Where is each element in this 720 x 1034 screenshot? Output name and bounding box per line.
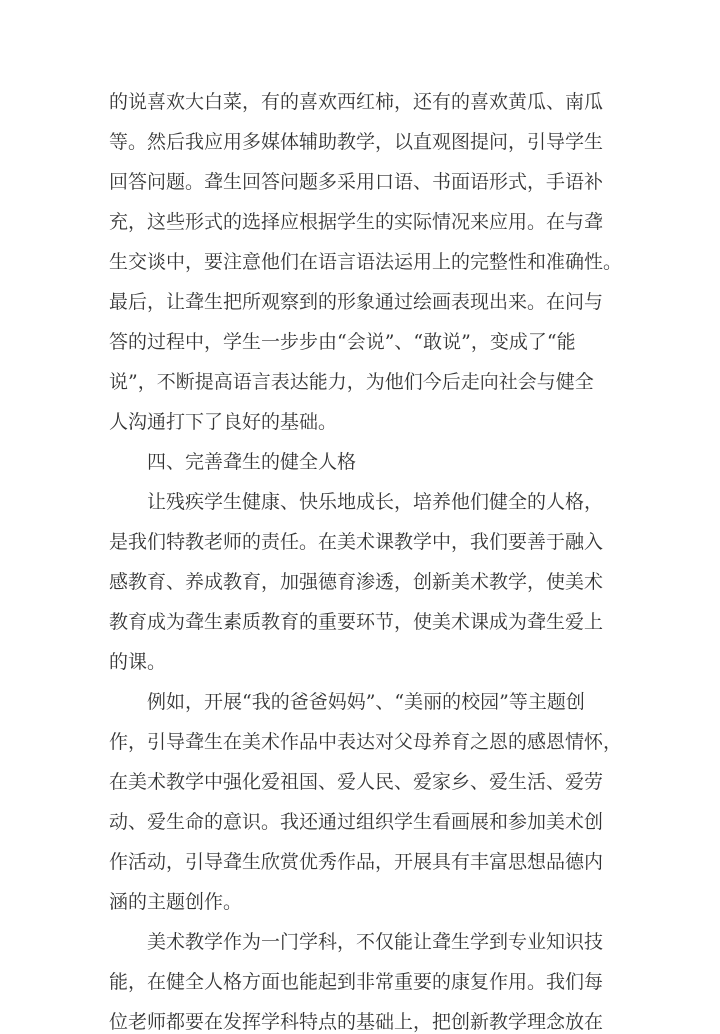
text-line: 动、爱生命的意识。我还通过组织学生看画展和参加美术创 [109,811,604,833]
text-line: 能，在健全人格方面也能起到非常重要的康复作用。我们每 [109,971,604,993]
text-line: 充，这些形式的选择应根据学生的实际情况来应用。在与聋 [109,211,604,233]
text-line: 作，引导聋生在美术作品中表达对父母养育之恩的感恩情怀， [109,731,623,753]
text-line: 说”，不断提高语言表达能力，为他们今后走向社会与健全 [109,371,594,393]
section-heading: 四、完善聋生的健全人格 [147,451,357,473]
text-line: 美术教学作为一门学科，不仅能让聋生学到专业知识技 [147,931,604,953]
text-line: 作活动，引导聋生欣赏优秀作品，开展具有丰富思想品德内 [109,851,604,873]
text-line: 回答问题。聋生回答问题多采用口语、书面语形式，手语补 [109,171,604,193]
text-line: 等。然后我应用多媒体辅助教学，以直观图提问，引导学生 [109,131,604,153]
text-line: 最后，让聋生把所观察到的形象通过绘画表现出来。在问与 [109,291,604,313]
text-line: 的课。 [109,651,167,673]
text-line: 涵的主题创作。 [109,891,243,913]
text-line: 让残疾学生健康、快乐地成长，培养他们健全的人格， [147,491,604,513]
text-line: 在美术教学中强化爱祖国、爱人民、爱家乡、爱生活、爱劳 [109,771,604,793]
text-line: 位老师都要在发挥学科特点的基础上，把创新教学理念放在 [109,1011,604,1033]
text-line: 生交谈中，要注意他们在语言语法运用上的完整性和准确性。 [109,251,623,273]
text-line: 的说喜欢大白菜，有的喜欢西红柿，还有的喜欢黄瓜、南瓜 [109,91,604,113]
text-line: 例如，开展“我的爸爸妈妈”、“美丽的校园”等主题创 [147,691,585,713]
text-line: 是我们特教老师的责任。在美术课教学中，我们要善于融入 [109,531,604,553]
text-line: 感教育、养成教育，加强德育渗透，创新美术教学，使美术 [109,571,604,593]
text-line: 教育成为聋生素质教育的重要环节，使美术课成为聋生爱上 [109,611,604,633]
text-line: 人沟通打下了良好的基础。 [109,411,338,433]
text-line: 答的过程中，学生一步步由“会说”、“敢说”，变成了“能 [109,331,576,353]
